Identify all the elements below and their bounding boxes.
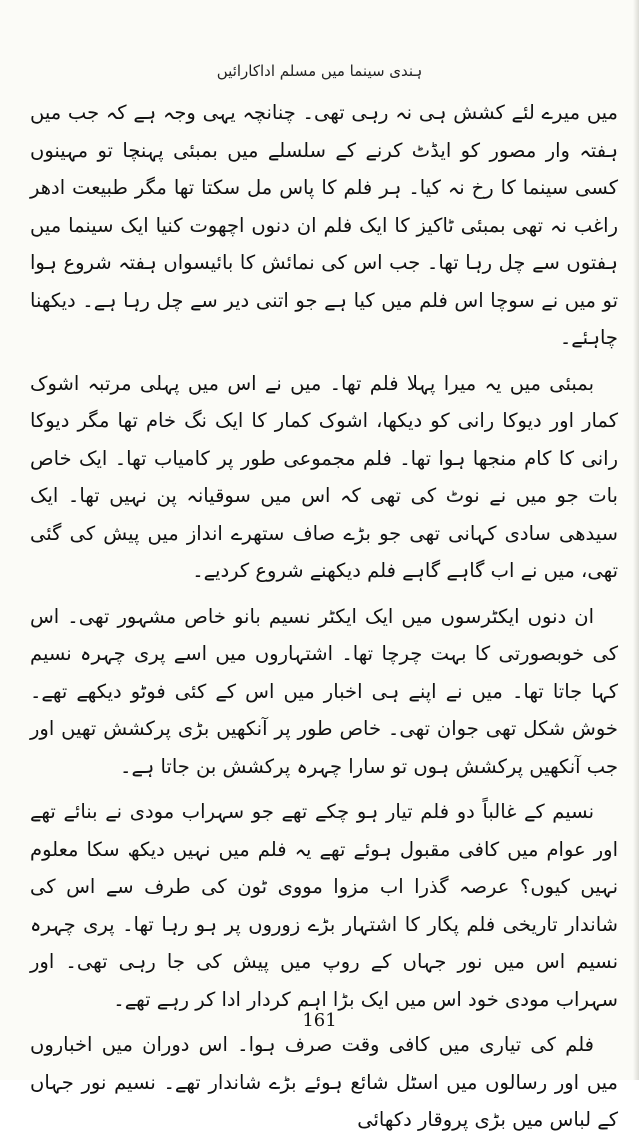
page-number: 161	[302, 1010, 337, 1031]
paragraph-5: فلم کی تیاری میں کافی وقت صرف ہوا۔ اس دوران میں اخباروں میں اور رسالوں میں اسٹل شائع ہوئے بڑے شاندار تھے۔ نسیم نور جہاں کے لباس میں بڑی پروقار دکھائی	[30, 1033, 618, 1131]
paragraph-1: میں میرے لئے کشش ہی نہ رہی تھی۔ چنانچہ یہی وجہ ہے کہ جب میں ہفتہ وار مصور کو ایڈٹ کرنے کے سلسلے میں بمبئی پہنچا تو مہینوں کسی سینما کا رخ نہ کیا۔ ہر فلم کا پاس مل سکتا تھا مگر طبیعت ادھر راغب نہ تھی بمبئی ٹاکیز کا ایک فلم ان دنوں اچھوت کنیا ایک سینما میں ہفتوں سے چل رہا تھا۔ جب اس کی نمائش کا بائیسواں ہفتہ شروع ہوا تو میں نے سوچا اس فلم میں کیا ہے جو اتنی دیر سے چل رہا ہے۔ دیکھنا چاہئے۔	[30, 101, 618, 349]
running-header: ہندی سینما میں مسلم اداکارائیں	[216, 62, 423, 80]
paragraph-4: نسیم کے غالباً دو فلم تیار ہو چکے تھے جو سہراب مودی نے بنائے تھے اور عوام میں کافی مقبول ہوئے تھے یہ فلم میں نہیں دیکھ سکا معلوم نہیں کیوں؟ عرصہ گذرا اب مزوا مووی ٹون کی طرف سے اس کی شاندار تاریخی فلم پکار کا اشتہار بڑے زوروں پر ہو رہا تھا۔ پری چہرہ نسیم اس میں نور جہاں کے روپ میں پیش کی جا رہی تھی۔ اور سہراب مودی خود اس میں ایک بڑا اہم کردار ادا کر رہے تھے۔	[30, 800, 618, 1011]
page-body	[30, 94, 618, 1147]
paragraph-2: بمبئی میں یہ میرا پہلا فلم تھا۔ میں نے اس میں پہلی مرتبہ اشوک کمار اور دیوکا رانی کو دیکھا، اشوک کمار کا ایک نگ خام تھا مگر دیوکا رانی کا کام منجھا ہوا تھا۔ فلم مجموعی طور پر کامیاب تھا۔ ایک خاص بات جو میں نے نوٹ کی تھی کہ اس میں سوقیانہ پن نہیں تھا۔ ایک سیدھی سادی کہانی تھی جو بڑے صاف ستھرے انداز میں پیش کی گئی تھی، میں نے اب گاہے گاہے فلم دیکھنے شروع کردیے۔	[30, 371, 618, 582]
paragraph-3: ان دنوں ایکٹرسوں میں ایک ایکٹر نسیم بانو خاص مشہور تھی۔ اس کی خوبصورتی کا بہت چرچا تھا۔ اشتہاروں میں اسے پری چہرہ نسیم کہا جاتا تھا۔ میں نے اپنے ہی اخبار میں اس کے کئی فوٹو دیکھے تھے۔ خوش شکل تھی جوان تھی۔ خاص طور پر آنکھیں بڑی پرکشش تھیں اور جب آنکھیں پرکشش ہوں تو سارا چہرہ پرکشش بن جاتا ہے۔	[30, 604, 618, 778]
page-edge-shadow	[633, 0, 639, 1080]
